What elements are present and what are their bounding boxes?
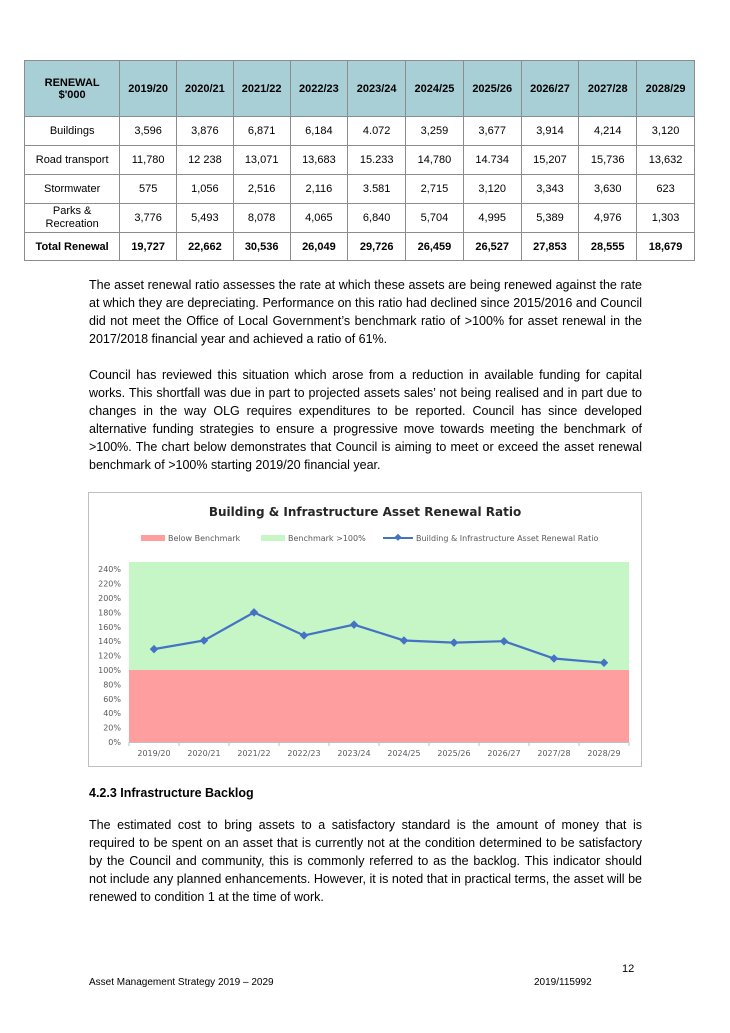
table-header-year: 2021/22	[233, 61, 290, 117]
y-tick-label: 60%	[103, 694, 121, 704]
table-cell: 3,677	[463, 117, 521, 146]
table-cell: 5,389	[521, 204, 579, 233]
table-cell: 5,704	[406, 204, 464, 233]
table-cell: 13,071	[233, 146, 290, 175]
table-header-year: 2025/26	[463, 61, 521, 117]
table-cell: 3,914	[521, 117, 579, 146]
renewal-ratio-chart	[88, 492, 642, 767]
table-cell: 6,840	[348, 204, 406, 233]
table-header-year: 2023/24	[348, 61, 406, 117]
table-header-row	[25, 61, 695, 117]
table-cell: 4,065	[290, 204, 348, 233]
y-tick-label: 40%	[103, 709, 121, 719]
table-row	[25, 146, 695, 175]
table-cell: 14,780	[406, 146, 464, 175]
table-cell: 1,303	[637, 204, 695, 233]
table-header-year: 2027/28	[579, 61, 637, 117]
table-cell: 2,116	[290, 175, 348, 204]
table-header-year: 2026/27	[521, 61, 579, 117]
table-cell: 3,776	[120, 204, 177, 233]
x-tick-label: 2022/23	[287, 749, 321, 758]
chart-canvas	[89, 493, 641, 766]
x-tick-label: 2023/24	[337, 749, 371, 758]
table-cell: 3,876	[177, 117, 234, 146]
legend-label: Benchmark >100%	[288, 534, 366, 543]
benchmark-band	[129, 562, 629, 670]
x-tick-label: 2026/27	[487, 749, 521, 758]
table-cell: 3,630	[579, 175, 637, 204]
y-tick-label: 0%	[108, 738, 121, 747]
legend-label: Building & Infrastructure Asset Renewal Ratio	[416, 534, 599, 543]
table-cell: 623	[637, 175, 695, 204]
page-number: 12	[622, 963, 635, 975]
table-cell: 22,662	[177, 233, 234, 261]
table-cell: 18,679	[637, 233, 695, 261]
legend-label: Below Benchmark	[168, 534, 241, 543]
legend-marker	[394, 534, 401, 541]
table-cell: 4.072	[348, 117, 406, 146]
table-cell: 3,120	[463, 175, 521, 204]
table-cell: 13,632	[637, 146, 695, 175]
table-cell: 26,459	[406, 233, 464, 261]
table-cell: 2,516	[233, 175, 290, 204]
table-row	[25, 117, 695, 146]
paragraph-backlog: The estimated cost to bring assets to a satisfactory standard is the amount of money that is required to be spent on an asset that is currently not at the condition determined to be satisfactory by the Council and community, this is commonly referred to as the backlog. This indicator should not include any planned enhancements. However, it is noted that in practical terms, the asset will be renewed to condition 1 at the time of work.	[89, 818, 642, 904]
table-cell: 15,736	[579, 146, 637, 175]
y-tick-label: 160%	[98, 622, 121, 632]
y-tick-label: 100%	[98, 666, 121, 675]
table-header-year: 2019/20	[120, 61, 177, 117]
table-cell: 5,493	[177, 204, 234, 233]
table-cell: 6,184	[290, 117, 348, 146]
y-tick-label: 20%	[103, 723, 121, 733]
y-tick-label: 80%	[103, 680, 121, 690]
footer-reference: 2019/115992	[534, 977, 592, 988]
y-tick-label: 220%	[98, 579, 121, 589]
y-tick-label: 120%	[98, 651, 121, 661]
row-label: Parks & Recreation	[25, 204, 120, 233]
legend-swatch	[141, 535, 165, 541]
table-cell: 8,078	[233, 204, 290, 233]
table-cell: 3,596	[120, 117, 177, 146]
y-tick-label: 140%	[98, 637, 121, 647]
legend-swatch	[261, 535, 285, 541]
table-cell: 15.233	[348, 146, 406, 175]
row-label: Road transport	[25, 146, 120, 175]
row-label: Total Renewal	[25, 233, 120, 261]
y-tick-label: 180%	[98, 608, 121, 618]
table-cell: 14.734	[463, 146, 521, 175]
table-row	[25, 204, 695, 233]
table-cell: 12 238	[177, 146, 234, 175]
table-cell: 30,536	[233, 233, 290, 261]
table-cell: 1,056	[177, 175, 234, 204]
table-cell: 3,343	[521, 175, 579, 204]
table-header-year: 2024/25	[406, 61, 464, 117]
x-tick-label: 2025/26	[437, 749, 471, 758]
section-heading: 4.2.3 Infrastructure Backlog	[89, 786, 254, 800]
row-label: Buildings	[25, 117, 120, 146]
table-cell: 26,049	[290, 233, 348, 261]
table-cell: 4,214	[579, 117, 637, 146]
renewal-table	[24, 60, 695, 261]
table-cell: 3.581	[348, 175, 406, 204]
y-tick-label: 240%	[98, 565, 121, 575]
table-cell: 4,995	[463, 204, 521, 233]
table-cell: 4,976	[579, 204, 637, 233]
below-benchmark-band	[129, 670, 629, 742]
row-label: Stormwater	[25, 175, 120, 204]
table-cell: 15,207	[521, 146, 579, 175]
table-total-row	[25, 233, 695, 261]
y-tick-label: 200%	[98, 594, 121, 603]
table-cell: 28,555	[579, 233, 637, 261]
table-cell: 29,726	[348, 233, 406, 261]
table-header-year: 2028/29	[637, 61, 695, 117]
table-cell: 3,120	[637, 117, 695, 146]
table-cell: 11,780	[120, 146, 177, 175]
footer-document-title: Asset Management Strategy 2019 – 2029	[89, 977, 274, 988]
table-cell: 19,727	[120, 233, 177, 261]
table-header-year: 2020/21	[177, 61, 234, 117]
table-cell: 3,259	[406, 117, 464, 146]
chart-title: Building & Infrastructure Asset Renewal Ratio	[208, 505, 522, 519]
table-header-year: 2022/23	[290, 61, 348, 117]
x-tick-label: 2028/29	[587, 749, 621, 758]
table-cell: 6,871	[233, 117, 290, 146]
table-cell: 575	[120, 175, 177, 204]
x-tick-label: 2024/25	[387, 749, 421, 758]
table-header-renewal: RENEWAL $'000	[25, 61, 120, 117]
table-row	[25, 175, 695, 204]
paragraph-renewal-ratio: The asset renewal ratio assesses the rate at which these assets are being renewed against the rate at which they are depreciating. Performance on this ratio had declined since 2015/2016 and Council did not meet the Office of Local Government’s benchmark ratio of >100% for asset renewal in the 2017/2018 financial year and achieved a ratio of 61%.	[89, 278, 642, 346]
x-tick-label: 2019/20	[137, 749, 171, 758]
table-cell: 26,527	[463, 233, 521, 261]
paragraph-funding-strategy: Council has reviewed this situation which arose from a reduction in available funding for capital works. This shortfall was due in part to projected assets sales’ not being realised and in part due to changes in the way OLG requires expenditures to be reported. Council has since developed alternative funding strategies to ensure a progressive move towards meeting the benchmark of >100%. The chart below demonstrates that Council is aiming to meet or exceed the asset renewal benchmark of >100% starting 2019/20 financial year.	[89, 368, 642, 472]
table-cell: 27,853	[521, 233, 579, 261]
x-tick-label: 2021/22	[237, 749, 271, 758]
x-tick-label: 2027/28	[537, 749, 571, 758]
table-cell: 2,715	[406, 175, 464, 204]
table-cell: 13,683	[290, 146, 348, 175]
x-tick-label: 2020/21	[187, 749, 221, 758]
